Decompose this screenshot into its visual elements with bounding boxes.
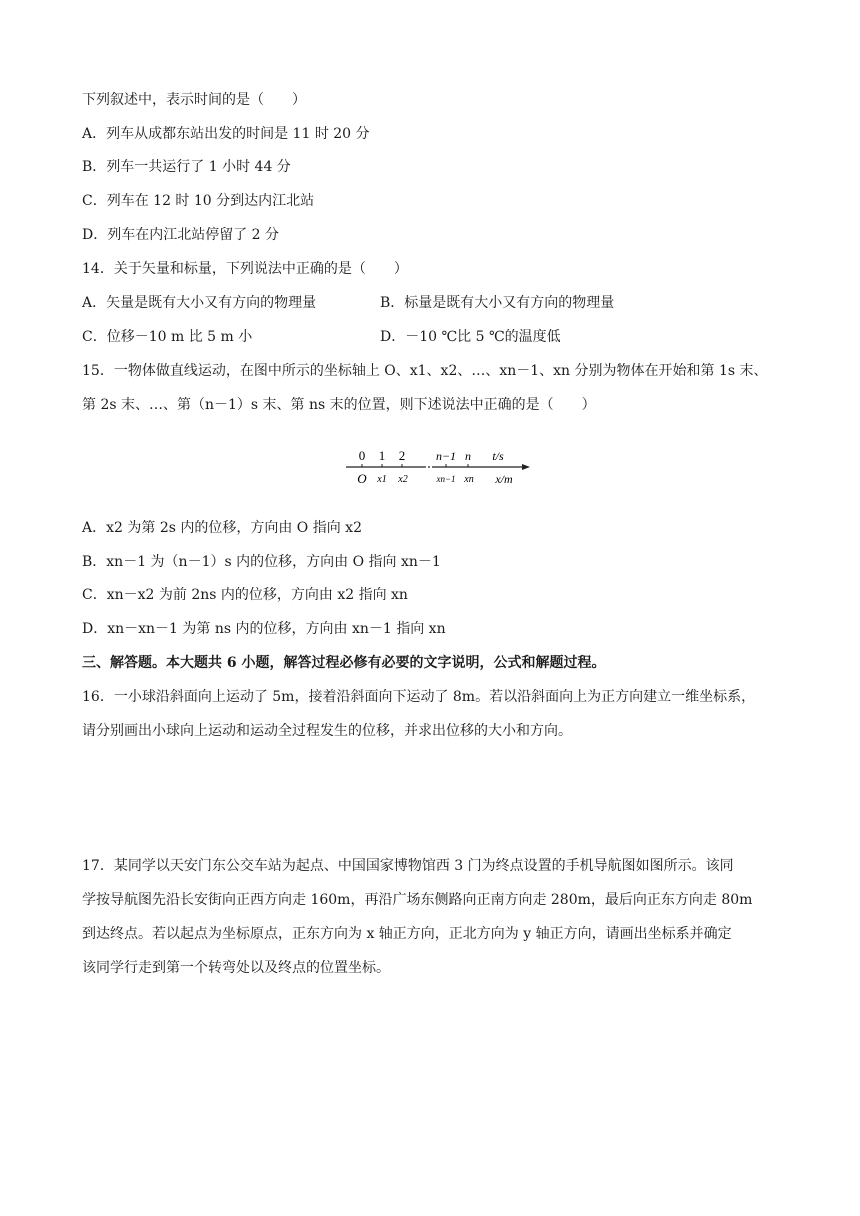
q15-option-d: D．xn－xn－1 为第 ns 内的位移，方向由 xn－1 指向 xn [82,621,446,637]
time-unit-label: t/s [492,449,504,463]
q17-line3: 到达终点。若以起点为坐标原点，正东方向为 x 轴正方向，正北方向为 y 轴正方向，请画出坐标系并确定 [82,926,732,942]
q14-option-a: A．矢量是既有大小又有方向的物理量 [82,295,317,311]
time-label-1: 1 [378,448,386,463]
q15-stem-line2: 第 2s 末、…、第（n－1）s 末、第 ns 末的位置，则下述说法中正确的是（ ） [82,397,596,413]
pos-unit-label: x/m [495,472,513,486]
pos-label-x1: x1 [377,474,387,485]
q15-option-a: A．x2 为第 2s 内的位移，方向由 O 指向 x2 [82,520,362,536]
q15-option-b: B．xn－1 为（n－1）s 内的位移，方向由 O 指向 xn－1 [82,554,441,570]
q14-option-c: C．位移－10 m 比 5 m 小 [82,329,253,345]
axis-arrow [522,464,530,470]
q14-option-b: B．标量是既有大小又有方向的物理量 [380,295,615,311]
q15-stem-line1: 15．一物体做直线运动，在图中所示的坐标轴上 O、x1、x2、…、xn－1、xn 分别为物体在开始和第 1s 末、 [82,363,768,379]
coordinate-axis-figure [340,445,540,491]
q17-line2: 学按导航图先沿长安街向正西方向走 160m，再沿广场东侧路向正南方向走 280m，最后向正东方向走 80m [82,892,753,908]
q17-line1: 17．某同学以天安门东公交车站为起点、中国国家博物馆西 3 门为终点设置的手机导航图如图所示。该同 [82,858,734,874]
pos-label-xn-minus-1: xn−1 [436,474,456,484]
pos-label-xn: xn [464,474,474,485]
q14-stem: 14．关于矢量和标量，下列说法中正确的是（ ） [82,261,408,277]
q13-option-d: D．列车在内江北站停留了 2 分 [82,227,280,243]
q13-option-b: B．列车一共运行了 1 小时 44 分 [82,159,291,175]
time-label-n: n [465,449,471,463]
q13-option-a: A．列车从成都东站出发的时间是 11 时 20 分 [82,126,370,142]
q15-option-c: C．xn－x2 为前 2ns 内的位移，方向由 x2 指向 xn [82,587,408,603]
q13-stem: 下列叙述中，表示时间的是（ ） [82,92,306,108]
time-label-n-minus-1: n−1 [435,449,457,463]
time-label-0: 0 [358,448,366,463]
pos-label-x2: x2 [398,474,408,485]
q17-line4: 该同学行走到第一个转弯处以及终点的位置坐标。 [82,960,390,976]
pos-label-o: O [357,471,367,486]
q13-option-c: C．列车在 12 时 10 分到达内江北站 [82,193,315,209]
q16-line1: 16．一小球沿斜面向上运动了 5m，接着沿斜面向下运动了 8m。若以沿斜面向上为正方向建立一维坐标系， [82,689,756,705]
q14-option-d: D．－10 ℃比 5 ℃的温度低 [380,329,561,345]
section-3-heading: 三、解答题。本大题共 6 小题，解答过程必修有必要的文字说明，公式和解题过程。 [82,655,606,671]
q16-line2: 请分别画出小球向上运动和运动全过程发生的位移，并求出位移的大小和方向。 [82,723,572,739]
time-label-2: 2 [398,448,406,463]
